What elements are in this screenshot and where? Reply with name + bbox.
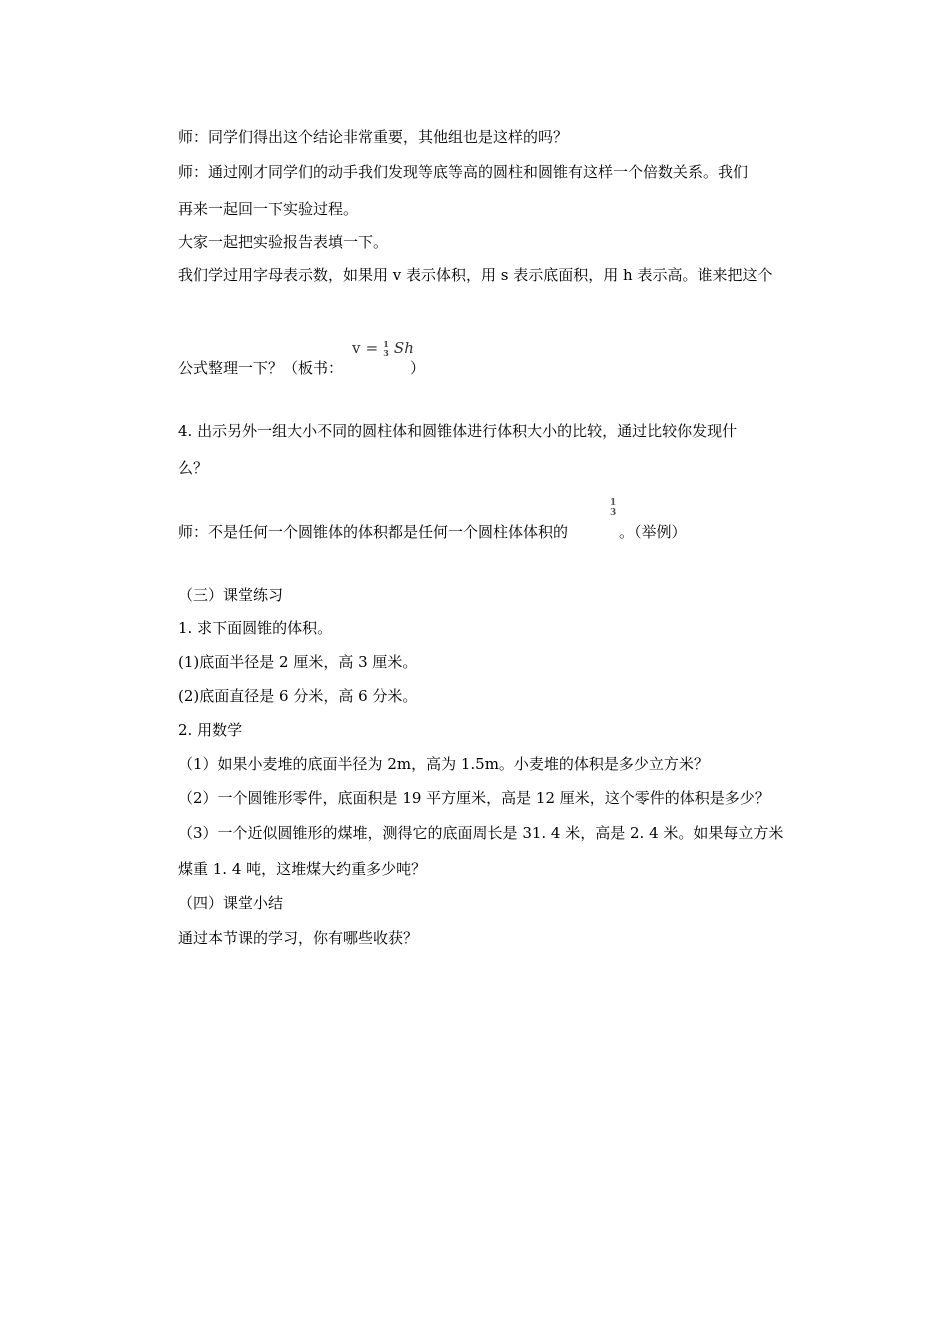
fraction-denominator: 3 (610, 508, 617, 518)
formula-fraction-numerator: 1 (383, 338, 389, 349)
paragraph-compare-line1: 4. 出示另外一组大小不同的圆柱体和圆锥体进行体积大小的比较，通过比较你发现什 (178, 422, 738, 440)
paragraph-example-note: 。（举例） (619, 523, 687, 541)
question-1-part-2: (2)底面直径是 6 分米，高 6 分米。 (178, 687, 418, 705)
summary-question: 通过本节课的学习，你有哪些收获？ (178, 929, 419, 947)
formula-cone-volume (352, 338, 414, 358)
question-2-part-1: （1）如果小麦堆的底面半径为 2m，高为 1.5m。小麦堆的体积是多少立方米？ (178, 755, 709, 773)
question-1-part-1: (1)底面半径是 2 厘米，高 3 厘米。 (178, 653, 418, 671)
paragraph-letters-formula: 我们学过用字母表示数，如果用 v 表示体积，用 s 表示底面积，用 h 表示高。谁来把这个 (178, 266, 773, 284)
formula-fraction-denominator: 3 (383, 347, 389, 358)
paragraph-formula-prompt: 公式整理一下？（板书： (178, 359, 344, 377)
question-2-part-3-line2: 煤重 1. 4 吨，这堆煤大约重多少吨？ (178, 860, 427, 878)
formula-lhs: v (352, 339, 361, 357)
section-title-practice: （三）课堂练习 (178, 586, 284, 604)
paragraph-not-any-cone: 师：不是任何一个圆锥体的体积都是任何一个圆柱体体积的 (178, 523, 569, 541)
section-title-summary: （四）课堂小结 (178, 894, 284, 912)
paragraph-teacher-conclusion: 师：同学们得出这个结论非常重要，其他组也是这样的吗？ (178, 128, 569, 146)
formula-fraction (383, 340, 389, 358)
paragraph-teacher-relation-line2: 再来一起回一下实验过程。 (178, 200, 359, 218)
question-2-part-2: （2）一个圆锥形零件，底面积是 19 平方厘米，高是 12 厘米，这个零件的体积是多少？ (178, 789, 770, 807)
paragraph-formula-close: ） (410, 359, 426, 377)
paragraph-teacher-relation-line1: 师：通过刚才同学们的动手我们发现等底等高的圆柱和圆锥有这样一个倍数关系。我们 (178, 163, 749, 181)
fraction-numerator: 1 (610, 498, 617, 508)
question-2-part-3-line1: （3）一个近似圆锥形的煤堆，测得它的底面周长是 31. 4 米，高是 2. 4 米。如果每立方米 (178, 824, 784, 842)
fraction-one-third (610, 498, 616, 518)
question-1: 1. 求下面圆锥的体积。 (178, 619, 333, 637)
formula-rhs: Sh (393, 339, 414, 357)
question-2: 2. 用数学 (178, 721, 243, 739)
formula-equals: = (365, 339, 379, 357)
paragraph-fill-report: 大家一起把实验报告表填一下。 (178, 233, 389, 251)
paragraph-compare-line2: 么？ (178, 459, 209, 477)
